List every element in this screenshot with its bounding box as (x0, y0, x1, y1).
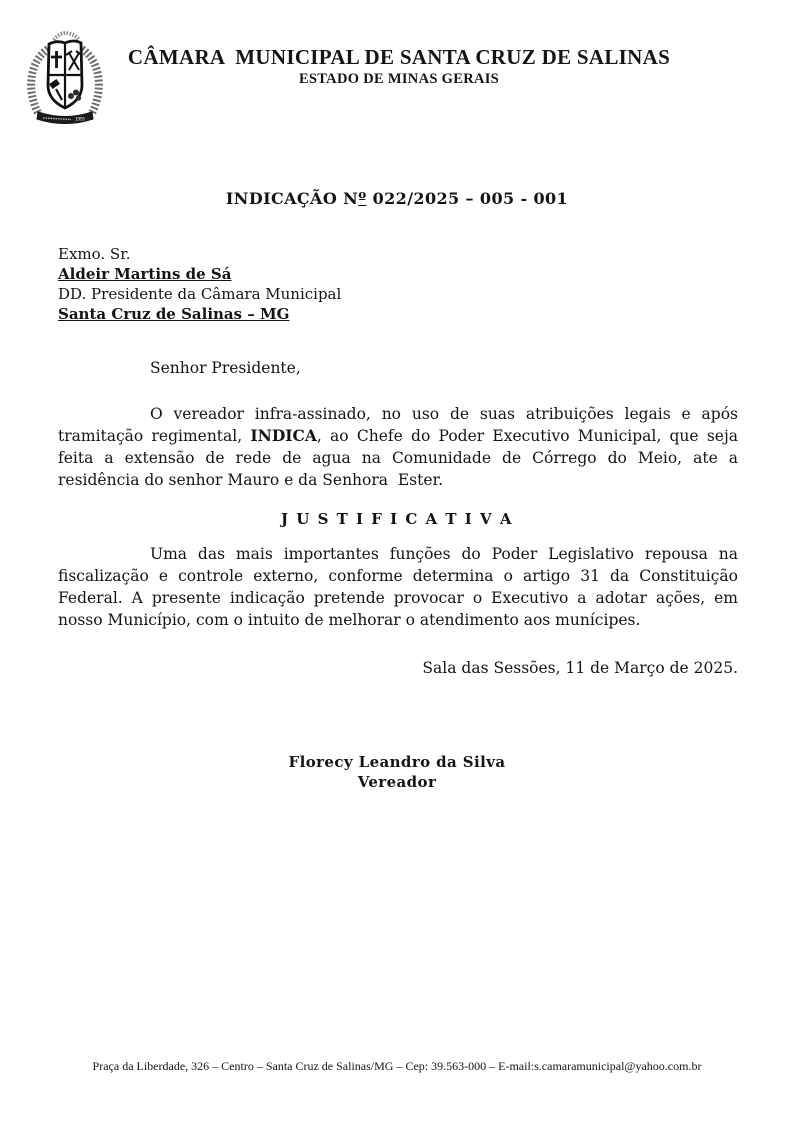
dateline: Sala das Sessões, 11 de Março de 2025. (422, 659, 738, 677)
footer-address: Praça da Liberdade, 326 – Centro – Santa Cruz de Salinas/MG – Cep: 39.563-000 – E-mail:s.camaramunicipal@yahoo.com.br (92, 1059, 702, 1073)
banner-year: 1995 (75, 117, 85, 123)
signer-name: Florecy Leandro da Silva (288, 753, 506, 771)
body-paragraph-2: Uma das mais importantes funções do Poder Legislativo repousa na fiscalização e controle externo, conforme determina o artigo 31 da Constituição Federal. A presente indicação pretende provocar o Executivo a adotar ações, em nosso Município, com o intuito de melhorar o atendimento aos munícipes. (58, 545, 738, 629)
document-title-prefix: INDICAÇÃO N (225, 189, 359, 208)
signer-role: Vereador (357, 773, 437, 791)
body-paragraph-1 (58, 403, 743, 491)
addressee-name: Aldeir Martins de Sá (58, 265, 232, 283)
state-name: ESTADO DE MINAS GERAIS (298, 71, 500, 87)
left-branch-icon (31, 49, 48, 113)
signature-block (0, 752, 794, 792)
top-foliage-icon (54, 33, 79, 40)
addressee-block (58, 244, 341, 324)
document-title-number: 022/2025 – 005 - 001 (366, 189, 569, 208)
paragraph1-text-pre: O vereador infra-assinado, no uso de suas atribuições legais e após tramitação regimental, (58, 405, 743, 445)
organization-name: CÂMARA MUNICIPAL DE SANTA CRUZ DE SALINAS (127, 45, 671, 69)
coat-of-arms-icon (18, 27, 112, 131)
right-branch-icon (82, 49, 99, 113)
document-title (0, 189, 794, 208)
addressee-role: DD. Presidente da Câmara Municipal (58, 285, 342, 303)
addressee-greeting: Exmo. Sr. (58, 245, 131, 263)
paragraph1-text-post: , ao Chefe do Poder Executivo Municipal, que seja feita a extensão de rede de agua na Comunidade de Córrego do Meio, ate a residência do senhor Mauro e da Senhora Ester. (58, 427, 743, 489)
ordinal-indicator: º (358, 189, 367, 208)
letterhead-text (118, 45, 680, 88)
indica-keyword: INDICA (250, 426, 317, 445)
salutation: Senhor Presidente, (150, 359, 301, 377)
addressee-city: Santa Cruz de Salinas – MG (58, 305, 290, 323)
justificativa-heading: J U S T I F I C A T I V A (280, 510, 514, 528)
